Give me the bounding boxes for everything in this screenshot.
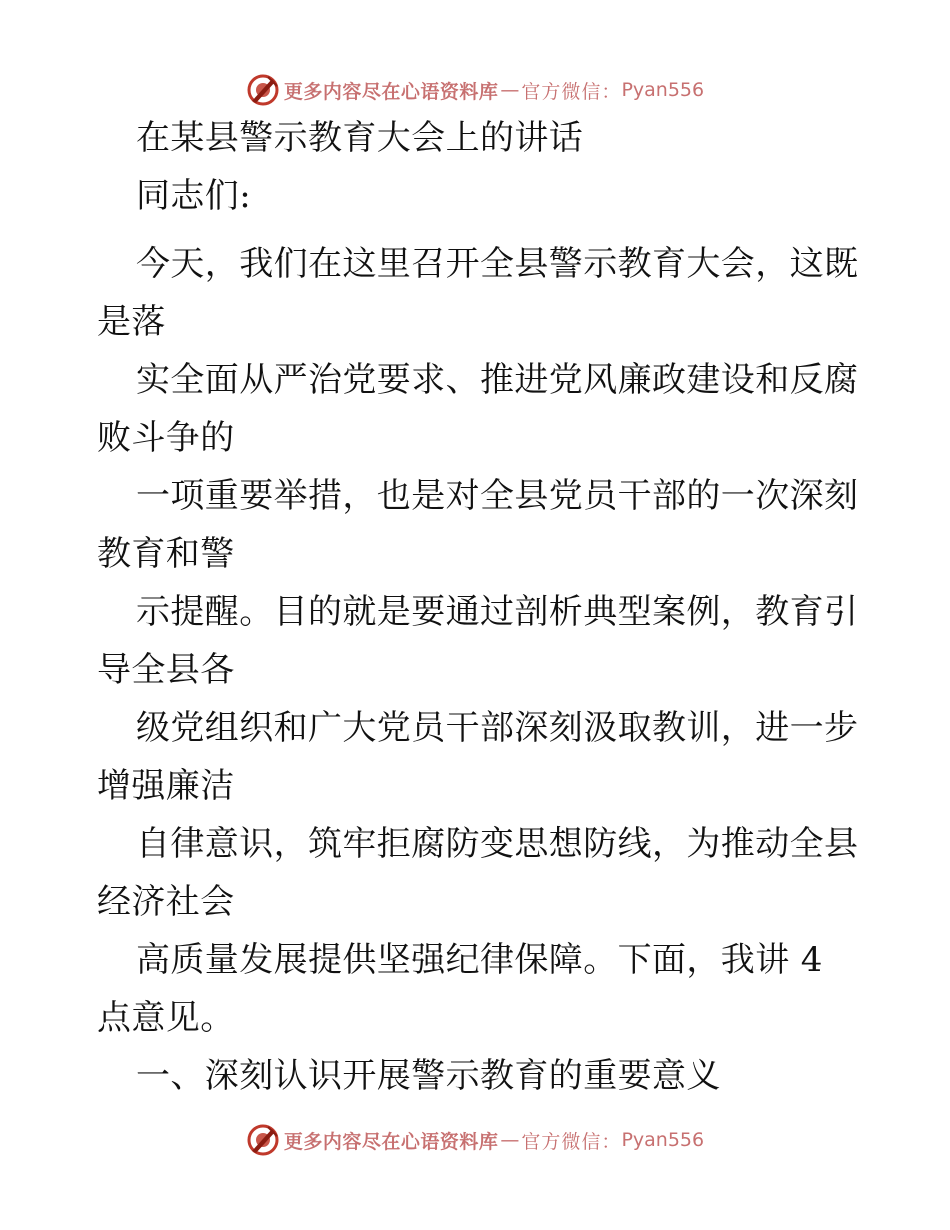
paragraph-line: 导全县各 <box>97 650 235 690</box>
salutation: 同志们: <box>136 176 252 216</box>
paragraph-line: 是落 <box>97 302 166 342</box>
paragraph-line: 一项重要举措，也是对全县党员干部的一次深刻 <box>136 476 859 516</box>
section-heading: 一、深刻认识开展警示教育的重要意义 <box>136 1056 721 1096</box>
paragraph-line: 增强廉洁 <box>97 766 235 806</box>
banner-brand-text: 更多内容尽在心语资料库 <box>283 80 499 103</box>
document-title: 在某县警示教育大会上的讲话 <box>136 118 584 158</box>
quill-pen-logo-icon <box>246 1123 280 1157</box>
paragraph-line: 点意见。 <box>97 998 235 1038</box>
paragraph-line: 今天，我们在这里召开全县警示教育大会，这既 <box>136 244 859 284</box>
quill-pen-logo-icon <box>246 73 280 107</box>
paragraph-line: 教育和警 <box>97 534 235 574</box>
footer-banner <box>0 1120 950 1160</box>
banner-dash: — <box>500 1129 520 1151</box>
banner-official-label: 官方微信： <box>521 80 622 103</box>
paragraph-line: 经济社会 <box>97 882 235 922</box>
banner-wechat-id: Pyan556 <box>621 1129 705 1151</box>
paragraph-line: 自律意识，筑牢拒腐防变思想防线，为推动全县 <box>136 824 859 864</box>
banner-brand-text: 更多内容尽在心语资料库 <box>283 1130 499 1153</box>
header-banner <box>0 70 950 110</box>
paragraph-line: 高质量发展提供坚强纪律保障。下面，我讲 4 <box>136 940 823 980</box>
banner-wechat-id: Pyan556 <box>621 79 705 101</box>
banner-dash: — <box>500 79 520 101</box>
paragraph-line: 实全面从严治党要求、推进党风廉政建设和反腐 <box>136 360 859 400</box>
paragraph-line: 级党组织和广大党员干部深刻汲取教训，进一步 <box>136 708 859 748</box>
paragraph-line: 示提醒。目的就是要通过剖析典型案例，教育引 <box>136 592 859 632</box>
paragraph-line: 败斗争的 <box>97 418 235 458</box>
banner-official-label: 官方微信： <box>521 1130 622 1153</box>
